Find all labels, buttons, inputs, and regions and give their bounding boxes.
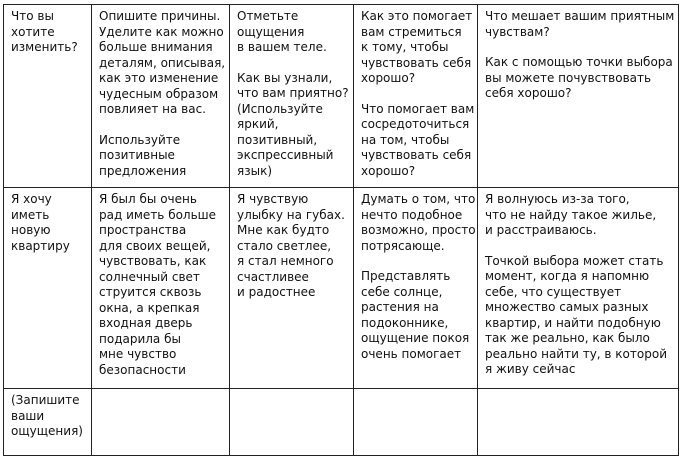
text-line: потрясающе. xyxy=(361,238,445,253)
text-line: квартир, и найти подобную xyxy=(485,315,661,330)
text-line: счастливее xyxy=(237,269,309,284)
text-line: рад иметь больше xyxy=(99,207,217,222)
paragraph xyxy=(361,269,472,362)
paragraph xyxy=(99,192,224,378)
text-line: квартиру xyxy=(11,238,70,253)
text-line: новую xyxy=(11,223,51,237)
text-line: Я хочу xyxy=(11,192,52,206)
paragraph xyxy=(361,9,472,87)
text-line: как это изменение xyxy=(99,71,219,85)
text-line: и расстраиваюсь. xyxy=(485,223,597,237)
text-line: Думать о том, что xyxy=(361,192,476,206)
paragraph xyxy=(237,71,348,180)
text-line: себя хорошо? xyxy=(485,86,572,100)
text-line: Представлять xyxy=(361,269,451,283)
paragraph xyxy=(237,192,348,301)
text-line: чувствовать себя xyxy=(361,148,472,162)
text-line: реально найти ту, в которой xyxy=(485,346,667,361)
text-line: я живу сейчас xyxy=(485,362,576,376)
text-line: иметь xyxy=(11,207,50,222)
text-line: в вашем теле. xyxy=(237,40,327,54)
text-line: себе, что существует xyxy=(485,284,622,299)
paragraph xyxy=(485,9,673,40)
header-obstacles-cell xyxy=(478,5,679,188)
paragraph xyxy=(237,9,348,56)
text-line: Опишите причины. xyxy=(99,9,221,23)
text-line: Что вы xyxy=(11,9,54,23)
text-line: позитивные xyxy=(99,148,175,162)
feelings-worksheet-table xyxy=(3,4,679,456)
text-line: больше внимания xyxy=(99,40,213,54)
text-line: нечто подобное xyxy=(361,207,463,222)
text-line: подарила бы xyxy=(99,331,181,346)
blank-row xyxy=(4,389,679,456)
paragraph xyxy=(361,192,476,254)
paragraph xyxy=(485,254,673,378)
text-line: момент, когда я напомню xyxy=(485,269,650,283)
text-line: пространства xyxy=(99,223,187,237)
text-line: множество самых разных xyxy=(485,300,649,314)
text-line: вам стремиться xyxy=(361,24,462,39)
text-line: Как с помощью точки выбора xyxy=(485,55,673,69)
example-how-it-helps-cell xyxy=(354,188,478,389)
text-line: мне чувство xyxy=(99,347,177,361)
text-line: на том, чтобы xyxy=(361,132,450,147)
text-line: предложения xyxy=(99,163,187,178)
paragraph xyxy=(99,9,224,118)
blank-reasons-cell xyxy=(92,389,230,456)
text-line: вы можете почувствовать xyxy=(485,70,652,85)
text-line: что вам приятно? xyxy=(237,86,349,100)
text-line: что не найду такое жилье, xyxy=(485,207,657,222)
text-line: Уделите как можно xyxy=(99,24,224,39)
text-line: чувствовать, как xyxy=(99,254,207,268)
text-line: яркий, xyxy=(237,117,279,131)
blank-obstacles-cell xyxy=(478,389,679,456)
text-line: деталям, описывая, xyxy=(99,55,226,70)
header-reasons-cell xyxy=(92,5,230,188)
text-line: (Используйте xyxy=(237,101,323,116)
header-row-label-cell xyxy=(4,5,92,188)
example-body-sensations-cell xyxy=(230,188,354,389)
text-line: струится сквозь xyxy=(99,285,202,299)
paragraph xyxy=(485,192,673,239)
text-line: Что мешает вашим приятным xyxy=(485,9,675,23)
text-line: Что помогает вам xyxy=(361,101,475,116)
text-line: ваши xyxy=(11,408,45,423)
text-line: Я чувствую xyxy=(237,192,309,206)
text-line: для своих вещей, xyxy=(99,238,211,253)
example-reasons-cell xyxy=(92,188,230,389)
blank-row-label-cell xyxy=(4,389,92,456)
text-line: ощущение покоя xyxy=(361,331,470,345)
text-line: растения на xyxy=(361,300,439,314)
text-line: чудесным образом xyxy=(99,86,219,101)
text-line: ощущения xyxy=(237,24,305,39)
text-line: ощущения) xyxy=(11,424,83,438)
text-line: изменить? xyxy=(11,40,78,54)
text-line: хорошо? xyxy=(361,71,416,85)
text-line: (Запишите xyxy=(11,393,80,407)
paragraph xyxy=(361,101,475,180)
header-row xyxy=(4,5,679,188)
text-line: Мне как будто xyxy=(237,223,330,237)
text-line: позитивный, xyxy=(237,132,318,147)
text-line: я стал немного xyxy=(237,254,334,268)
text-line: очень помогает xyxy=(361,346,462,361)
blank-body-sensations-cell xyxy=(230,389,354,456)
text-line: чувствам? xyxy=(485,24,550,39)
text-line: Отметьте xyxy=(237,9,299,23)
text-line: и радостнее xyxy=(237,285,316,299)
text-line: повлияет на вас. xyxy=(99,102,206,116)
paragraph xyxy=(99,133,224,180)
text-line: сосредоточиться xyxy=(361,117,470,131)
text-line: безопасности xyxy=(99,362,186,377)
text-line: Точкой выбора может стать xyxy=(485,253,664,268)
paragraph xyxy=(485,55,673,102)
text-line: улыбку на губах. xyxy=(237,207,345,222)
text-line: стало светлее, xyxy=(237,238,332,253)
text-line: хотите xyxy=(11,24,55,39)
text-line: Я был бы очень xyxy=(99,192,197,206)
text-line: экспрессивный xyxy=(237,148,334,162)
text-line: Используйте xyxy=(99,132,181,147)
text-line: подоконнике, xyxy=(361,315,449,330)
text-line: себе солнце, xyxy=(361,284,443,299)
text-line: чувствовать себя xyxy=(361,55,472,70)
header-body-sensations-cell xyxy=(230,5,354,188)
text-line: к тому, чтобы xyxy=(361,40,449,54)
text-line: Как вы узнали, xyxy=(237,70,333,85)
text-line: окна, а крепкая xyxy=(99,300,200,315)
example-obstacles-cell xyxy=(478,188,679,389)
text-line: входная дверь xyxy=(99,316,193,330)
text-line: солнечный свет xyxy=(99,269,200,284)
text-line: так же реально, как было xyxy=(485,331,650,345)
example-row xyxy=(4,188,679,389)
text-line: Как это помогает xyxy=(361,9,473,23)
example-row-label-cell xyxy=(4,188,92,389)
text-line: возможно, просто xyxy=(361,223,476,237)
header-how-it-helps-cell xyxy=(354,5,478,188)
text-line: Я волнуюсь из-за того, xyxy=(485,192,630,206)
text-line: хорошо? xyxy=(361,163,416,178)
blank-how-it-helps-cell xyxy=(354,389,478,456)
text-line: язык) xyxy=(237,163,273,178)
